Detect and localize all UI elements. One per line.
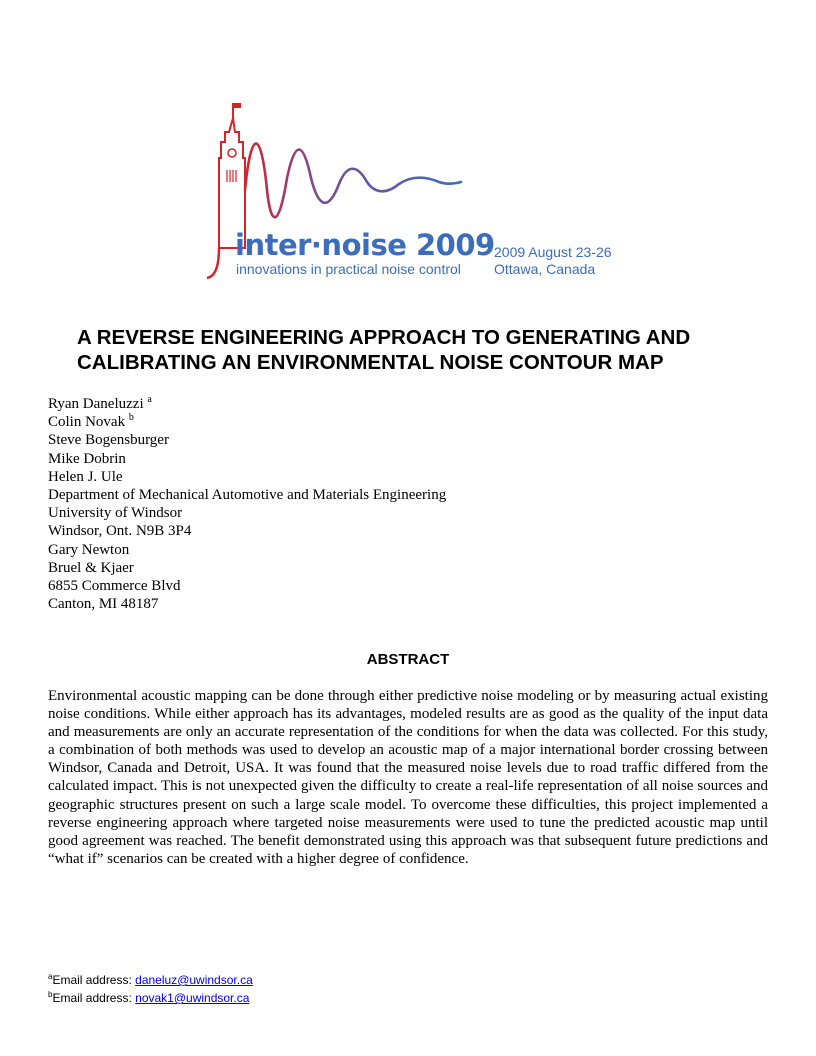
affiliation-line: Bruel & Kjaer [48, 559, 134, 576]
affiliation-line: Department of Mechanical Automotive and Materials Engineering [48, 487, 447, 504]
author-line: Steve Bogensburger [48, 432, 169, 449]
affiliation-line: Windsor, Ont. N9B 3P4 [48, 523, 192, 540]
logo-date: 2009 August 23-26 [494, 244, 612, 260]
abstract-heading: ABSTRACT [366, 651, 450, 668]
affiliation-line: Canton, MI 48187 [48, 596, 159, 613]
conference-logo [195, 98, 635, 288]
footnote-label: Email address: [52, 973, 136, 987]
email-link-daneluz[interactable]: daneluz@uwindsor.ca [135, 973, 253, 987]
author-line: Gary Newton [48, 541, 130, 558]
affiliation-line: University of Windsor [48, 505, 183, 522]
author-affiliation-block [48, 395, 446, 613]
email-link-novak[interactable]: novak1@uwindsor.ca [135, 991, 250, 1005]
logo-place: Ottawa, Canada [494, 261, 596, 277]
logo-tagline: innovations in practical noise control [236, 261, 461, 277]
footnote-b [48, 989, 253, 1007]
paper-title [77, 325, 767, 375]
footnotes [48, 971, 253, 1007]
footnote-mark: a [48, 972, 53, 981]
footnote-label: Email address: [52, 991, 136, 1005]
logo-conference-name: inter·noise 2009 [235, 228, 495, 262]
affiliation-line: 6855 Commerce Blvd [48, 578, 181, 595]
author-line: Ryan Daneluzzi $^a$ [48, 394, 152, 412]
paper-title-line-1: A REVERSE ENGINEERING APPROACH TO GENERATING AND [77, 326, 691, 349]
footnote-mark: b [48, 990, 53, 999]
author-superscript: a [147, 394, 152, 405]
abstract-body: Environmental acoustic mapping can be done through either predictive noise modeling or by measuring actual existing noise conditions. While either approach has its advantages, modeled results are as good as the quality of the input data and measurements are only an accurate representation of the conditions for when the data was collected. For this study, a combination of both methods was used to develop an acoustic map of a major international border crossing between Windsor, Canada and Detroit, USA. It was found that the measured noise levels due to road traffic differed from the calculated impact. This is not unexpected given the difficulty to create a real-life representation of all noise sources and geographic structures present on such a large scale model. To overcome these difficulties, this project implemented a reverse engineering approach where targeted noise measurements were used to tune the predicted acoustic map until good agreement was reached. The benefit demonstrated using this approach was that subsequent future predictions and “what if” scenarios can be created with a higher degree of confidence. [48, 688, 768, 867]
author-superscript: b [128, 412, 134, 424]
author-line: Colin Novak $^b$ [48, 412, 134, 431]
author-line: Helen J. Ule [48, 468, 123, 485]
paper-title-line-2: CALIBRATING AN ENVIRONMENTAL NOISE CONTOUR MAP [77, 351, 664, 374]
footnote-a [48, 971, 253, 989]
author-line: Mike Dobrin [48, 450, 126, 467]
